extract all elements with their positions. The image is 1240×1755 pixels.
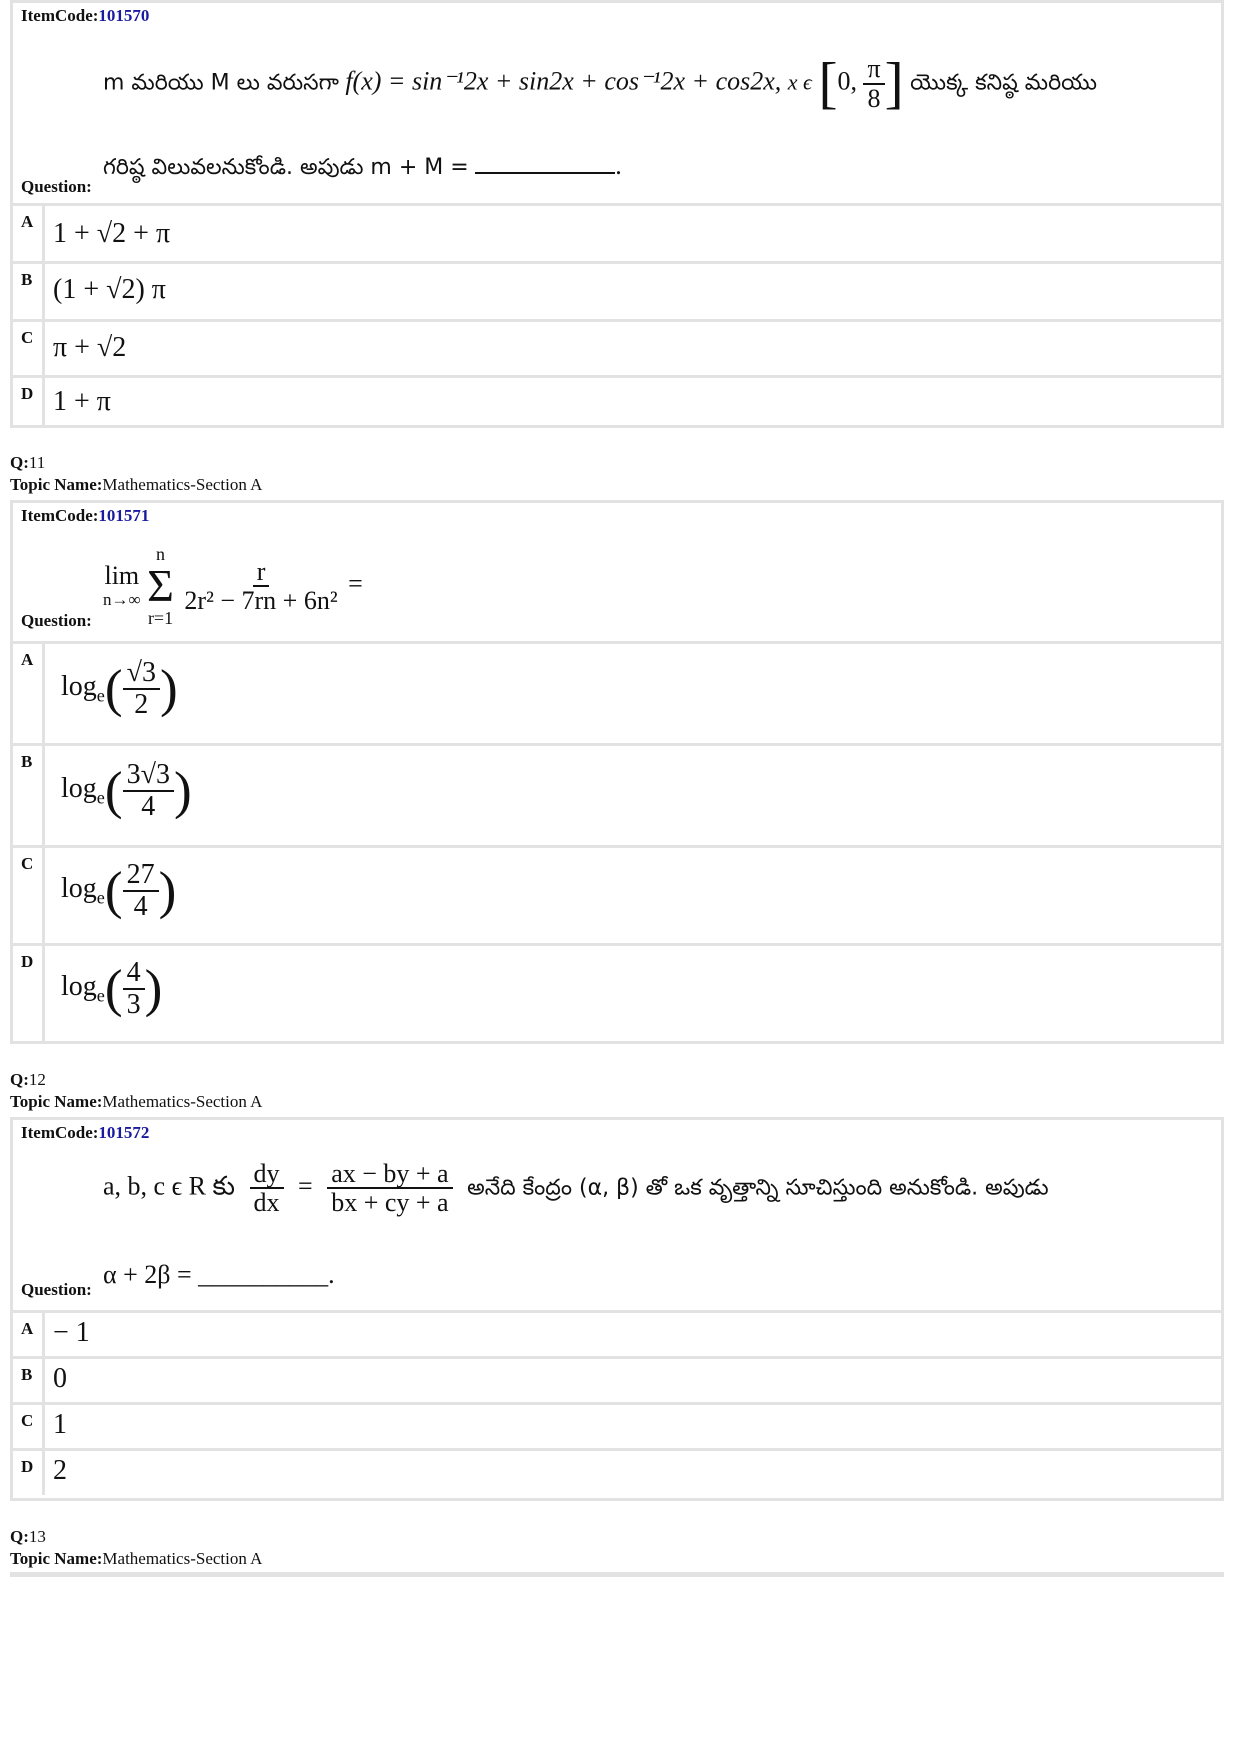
option-row-b[interactable]: B $\log_e$( $\frac{3√3}{4}$ ) <box>13 743 1221 846</box>
option-row-c[interactable]: C $\log_e$( $\frac{27}{4}$ ) <box>13 845 1221 944</box>
option-row-b[interactable]: B (1 + √2) π <box>13 261 1221 320</box>
option-text: $\log_e$( $\frac{27}{4}$ ) <box>61 859 177 922</box>
question-header-13: Q:13 Topic Name:Mathematics-Section A <box>10 1527 263 1568</box>
option-text: 0 <box>53 1363 67 1394</box>
option-row-c[interactable]: C 1 <box>13 1402 1221 1449</box>
option-text: (1 + √2) π <box>53 274 166 305</box>
option-text: $\log_e$( $\frac{√3}{2}$ ) <box>61 657 178 720</box>
option-row-c[interactable]: C π + √2 <box>13 319 1221 376</box>
question-statement-line1: a, b, c ϵ R కు $\frac{dy}{dx}$ = $\frac{ax - by + a}{bx + cy + a}$ అనేది కేంద్రం (α, β) తో ఒక వృత్తాన్ని సూచిస్తుంది అనుకోండి. అపుడు <box>103 1159 1049 1218</box>
option-text: − 1 <box>53 1317 90 1348</box>
option-text: $\log_e$( $\frac{4}{3}$ ) <box>61 957 163 1020</box>
option-row-a[interactable]: A 1 + √2 + π <box>13 203 1221 262</box>
question-statement-line2: α + 2β = __________. <box>103 1260 335 1289</box>
option-text: 2 <box>53 1455 67 1486</box>
option-row-d[interactable]: D $\log_e$( $\frac{4}{3}$ ) <box>13 943 1221 1044</box>
question-statement-line2: గరిష్ఠ విలువలనుకోండి. అపుడు m + M = . <box>103 151 622 180</box>
question-header-11: Q:11 Topic Name:Mathematics-Section A <box>10 453 263 494</box>
question-card-101572 <box>10 1117 1224 1501</box>
option-row-d[interactable]: D 1 + π <box>13 375 1221 428</box>
option-row-d[interactable]: D 2 <box>13 1448 1221 1495</box>
option-row-a[interactable]: A $\log_e$( $\frac{√3}{2}$ ) <box>13 641 1221 744</box>
option-row-a[interactable]: A − 1 <box>13 1310 1221 1357</box>
question-statement-line1: m మరియు M లు వరుసగా f(x) = sin⁻¹2x + sin2x + cos⁻¹2x + cos2x, x ϵ [0, $\frac{\pi}{8}$ ] యొక్క కనిష్ఠ మరియు <box>103 52 1098 115</box>
question-label: Question: <box>21 611 92 630</box>
option-text: π + √2 <box>53 332 127 363</box>
option-row-b[interactable]: B 0 <box>13 1356 1221 1403</box>
item-code: ItemCode:101572 <box>21 1123 150 1142</box>
option-text: 1 + √2 + π <box>53 218 171 249</box>
question-header-12: Q:12 Topic Name:Mathematics-Section A <box>10 1070 263 1111</box>
question-label: Question: <box>21 177 92 196</box>
item-code: ItemCode:101570 <box>21 6 150 25</box>
option-text: $\log_e$( $\frac{3√3}{4}$ ) <box>61 759 192 822</box>
question-card-101570 <box>10 0 1224 428</box>
question-statement: lim n→∞ n Σ r=1 $\frac{r}{\text{2r² − 7rn + 6n²}}$ = <box>103 544 363 628</box>
option-text: 1 + π <box>53 386 111 417</box>
question-card-101571 <box>10 500 1224 1044</box>
question-label: Question: <box>21 1280 92 1299</box>
item-code: ItemCode:101571 <box>21 506 150 525</box>
section-divider <box>10 1572 1224 1577</box>
option-text: 1 <box>53 1409 67 1440</box>
